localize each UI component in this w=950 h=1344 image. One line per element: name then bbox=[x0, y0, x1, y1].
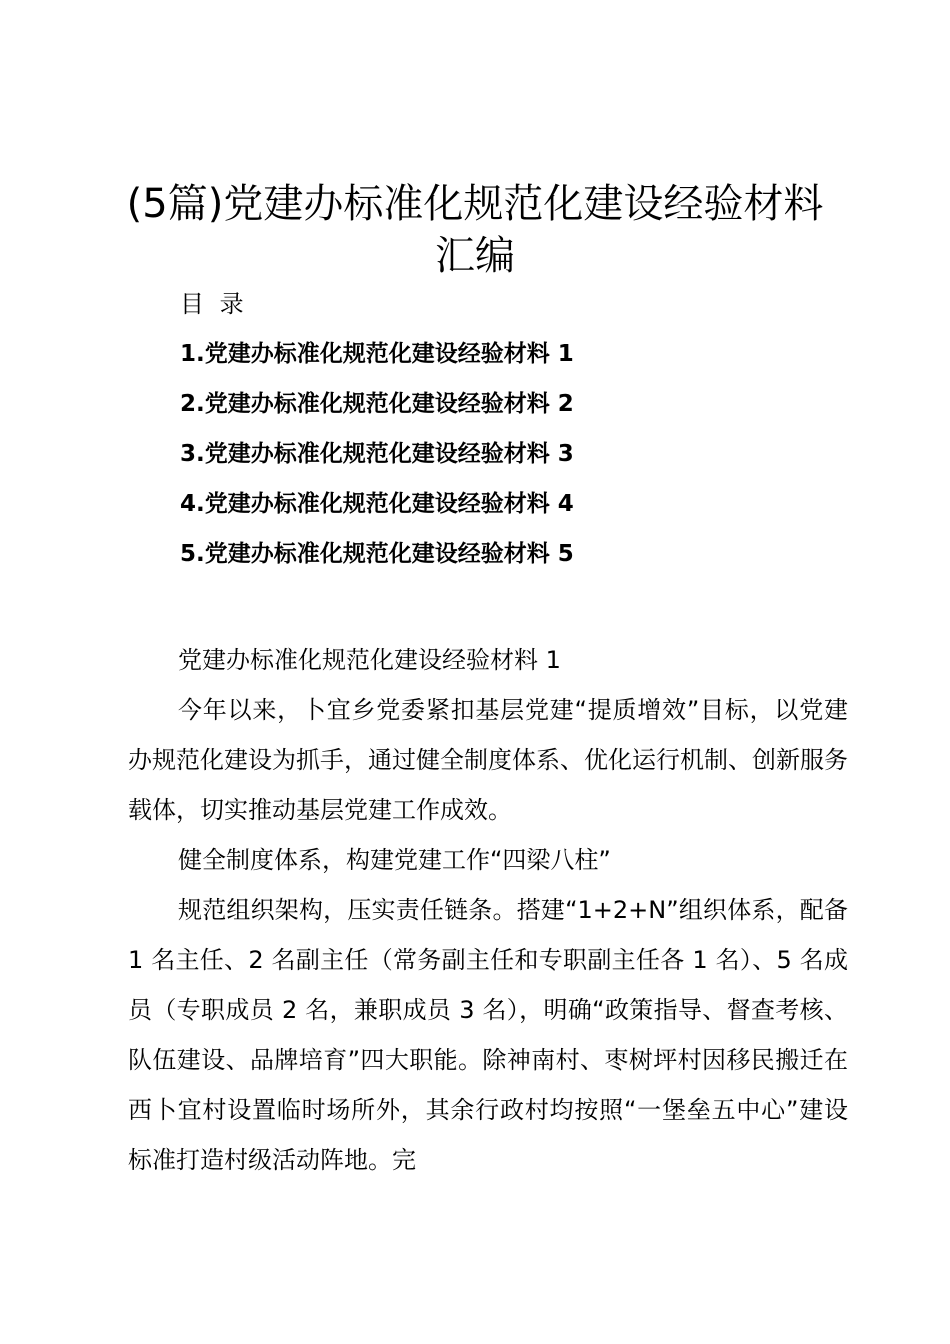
toc-item-3[interactable]: 3.党建办标准化规范化建设经验材料 3 bbox=[180, 441, 574, 467]
body-paragraph: 规范组织架构，压实责任链条。搭建“1+2+N”组织体系，配备 1 名主任、2 名副主任（常务副主任和专职副主任各 1 名）、5 名成员（专职成员 2 名，兼职成员 3 名），明确“政策指导、督查考核、队伍建设、品牌培育”四大职能。除神南村、枣树坪村因移民搬迁在西卜宜村设置临时场所外，其余行政村均按照“一堡垒五中心”建设标准打造村级活动阵地。完 bbox=[128, 896, 848, 1174]
toc-item-5[interactable]: 5.党建办标准化规范化建设经验材料 5 bbox=[180, 541, 574, 567]
toc-item-1[interactable]: 1.党建办标准化规范化建设经验材料 1 bbox=[180, 341, 574, 367]
document-body bbox=[128, 635, 848, 1185]
toc-item-2[interactable]: 2.党建办标准化规范化建设经验材料 2 bbox=[180, 391, 574, 417]
toc-heading: 目 录 bbox=[180, 290, 248, 318]
body-paragraph: 今年以来，卜宜乡党委紧扣基层党建“提质增效”目标，以党建办规范化建设为抓手，通过健全制度体系、优化运行机制、创新服务载体，切实推动基层党建工作成效。 bbox=[128, 696, 848, 824]
section-heading: 党建办标准化规范化建设经验材料 1 bbox=[178, 646, 561, 674]
toc-item-4[interactable]: 4.党建办标准化规范化建设经验材料 4 bbox=[180, 491, 574, 517]
document-title: (5篇)党建办标准化规范化建设经验材料汇编 bbox=[126, 181, 824, 279]
subsection-heading: 健全制度体系，构建党建工作“四梁八柱” bbox=[178, 846, 611, 874]
table-of-contents bbox=[180, 338, 574, 588]
